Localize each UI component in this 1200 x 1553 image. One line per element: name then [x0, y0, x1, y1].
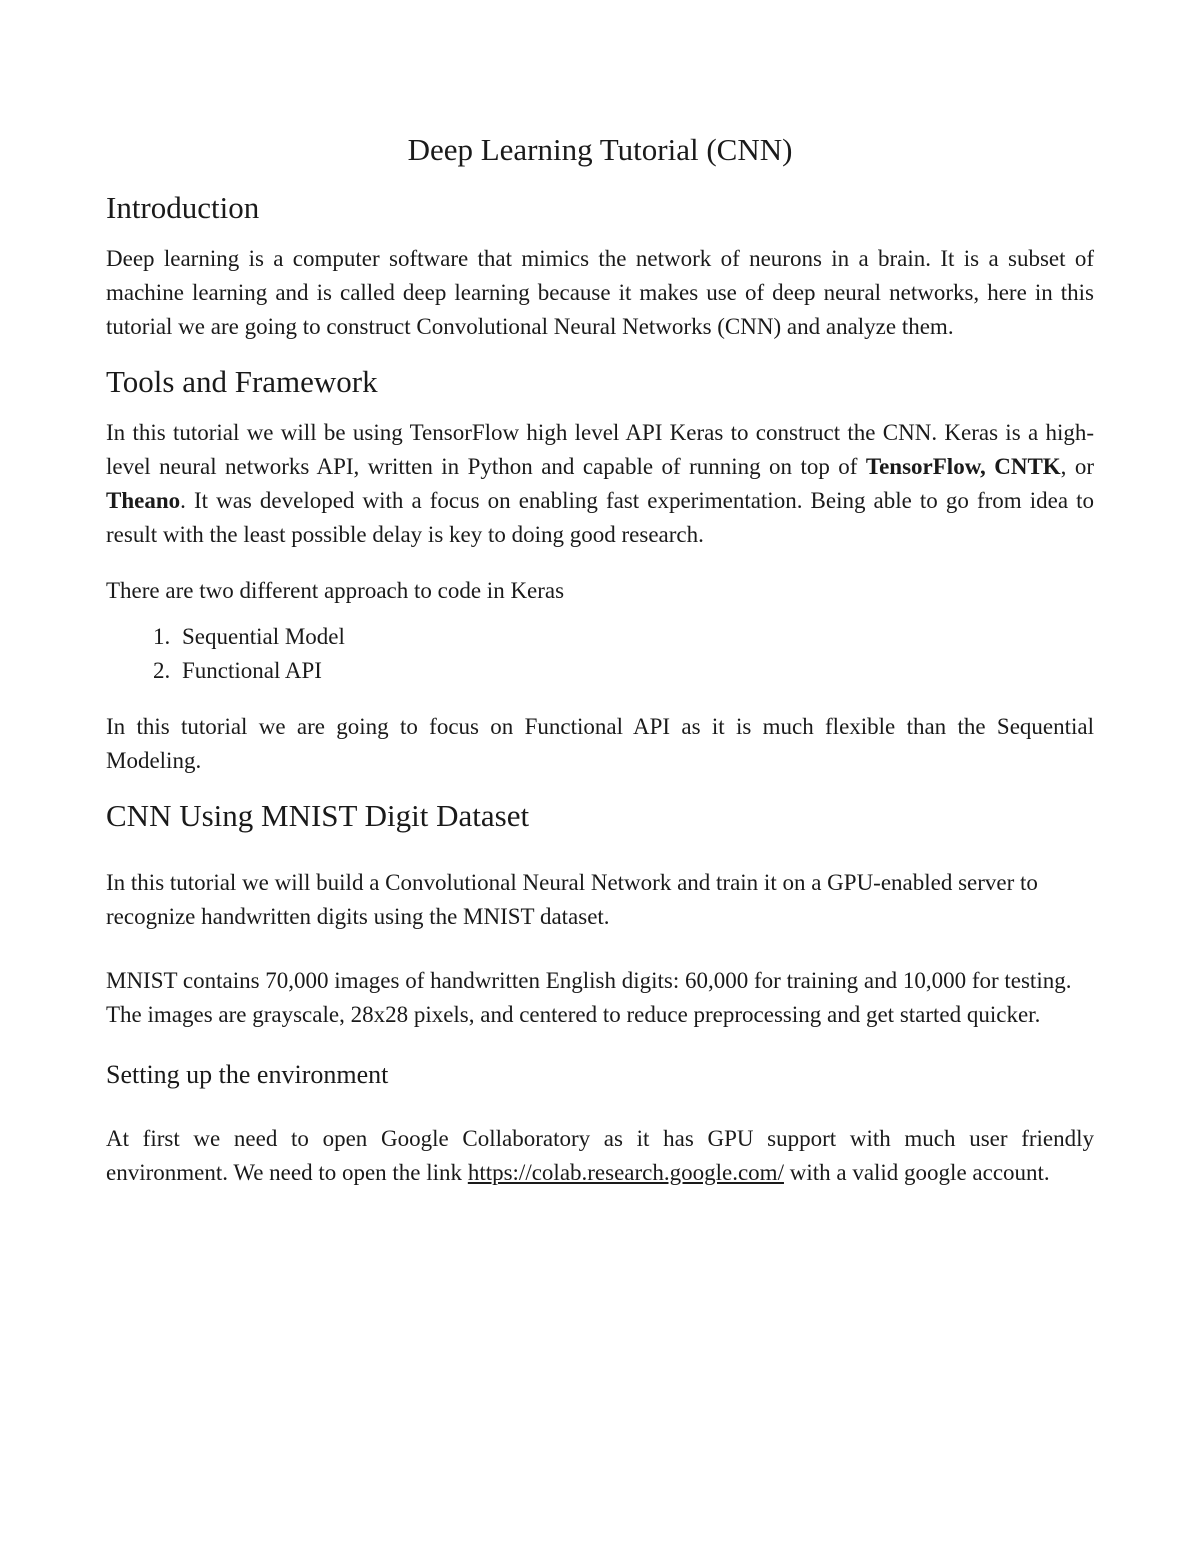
mnist-paragraph-1: In this tutorial we will build a Convolutional Neural Network and train it on a GPU-enabled server to recognize handwritten digits using the MNIST dataset. — [106, 870, 1038, 929]
functional-api-paragraph: In this tutorial we are going to focus on Functional API as it is much flexible than the Sequential Modeling. — [106, 714, 1094, 773]
intro-text-a: Deep learning is a computer software that mimics the network of neurons in a brain — [106, 246, 926, 271]
list-item: 1. Sequential Model — [176, 620, 1094, 654]
heading-cnn-mnist: CNN Using MNIST Digit Dataset — [106, 798, 530, 833]
document-content — [106, 130, 1094, 1190]
tools-text-a: In this tutorial we will be using TensorFlow high level API Keras to construct the CNN. Keras is a high-level neural networks API, written in Python and capable of running on top of — [106, 420, 1094, 479]
tools-bold-cntk: CNTK — [994, 454, 1061, 479]
intro-text-b: . It is a subset of machine learning and is called deep learning because it makes use of deep neural networks, here in this tutorial we are going to construct Convolutional Neural Networks (CNN) and analyze them. — [106, 246, 1094, 339]
approach-paragraph: There are two different approach to code in Keras — [106, 578, 565, 603]
setup-text-b: with a valid google account. — [783, 1160, 1050, 1185]
tools-text-b: . It was developed with a focus on enabling fast experimentation. Being able to go from idea to result with the least possible delay is key to doing good research. — [106, 488, 1094, 547]
tools-bold-tensorflow: TensorFlow — [865, 454, 981, 479]
heading-introduction: Introduction — [106, 190, 260, 225]
mnist-paragraph-2: MNIST contains 70,000 images of handwritten English digits: 60,000 for training and 10,000 for testing. The images are grayscale, 28x28 pixels, and centered to reduce preprocessing and get started quicker. — [106, 968, 1072, 1027]
tools-paragraph — [106, 416, 1094, 552]
colab-link[interactable]: https://colab.research.google.com/ — [467, 1160, 784, 1185]
tools-sep2: , or — [1060, 454, 1095, 479]
heading-tools-framework: Tools and Framework — [106, 364, 378, 399]
tools-sep1: , — [980, 454, 995, 479]
tools-bold-theano: Theano — [106, 488, 181, 513]
approach-list — [106, 620, 1094, 688]
list-item: 2. Functional API — [176, 654, 1094, 688]
heading-setup-environment: Setting up the environment — [106, 1060, 389, 1089]
setup-text-a: At first we need to open Google Collaboratory as it has GPU support with much user friendly environment. We need to open the link — [106, 1126, 1094, 1185]
setup-paragraph — [106, 1122, 1094, 1190]
introduction-paragraph — [106, 242, 1094, 344]
document-title: Deep Learning Tutorial (CNN) — [407, 132, 793, 167]
